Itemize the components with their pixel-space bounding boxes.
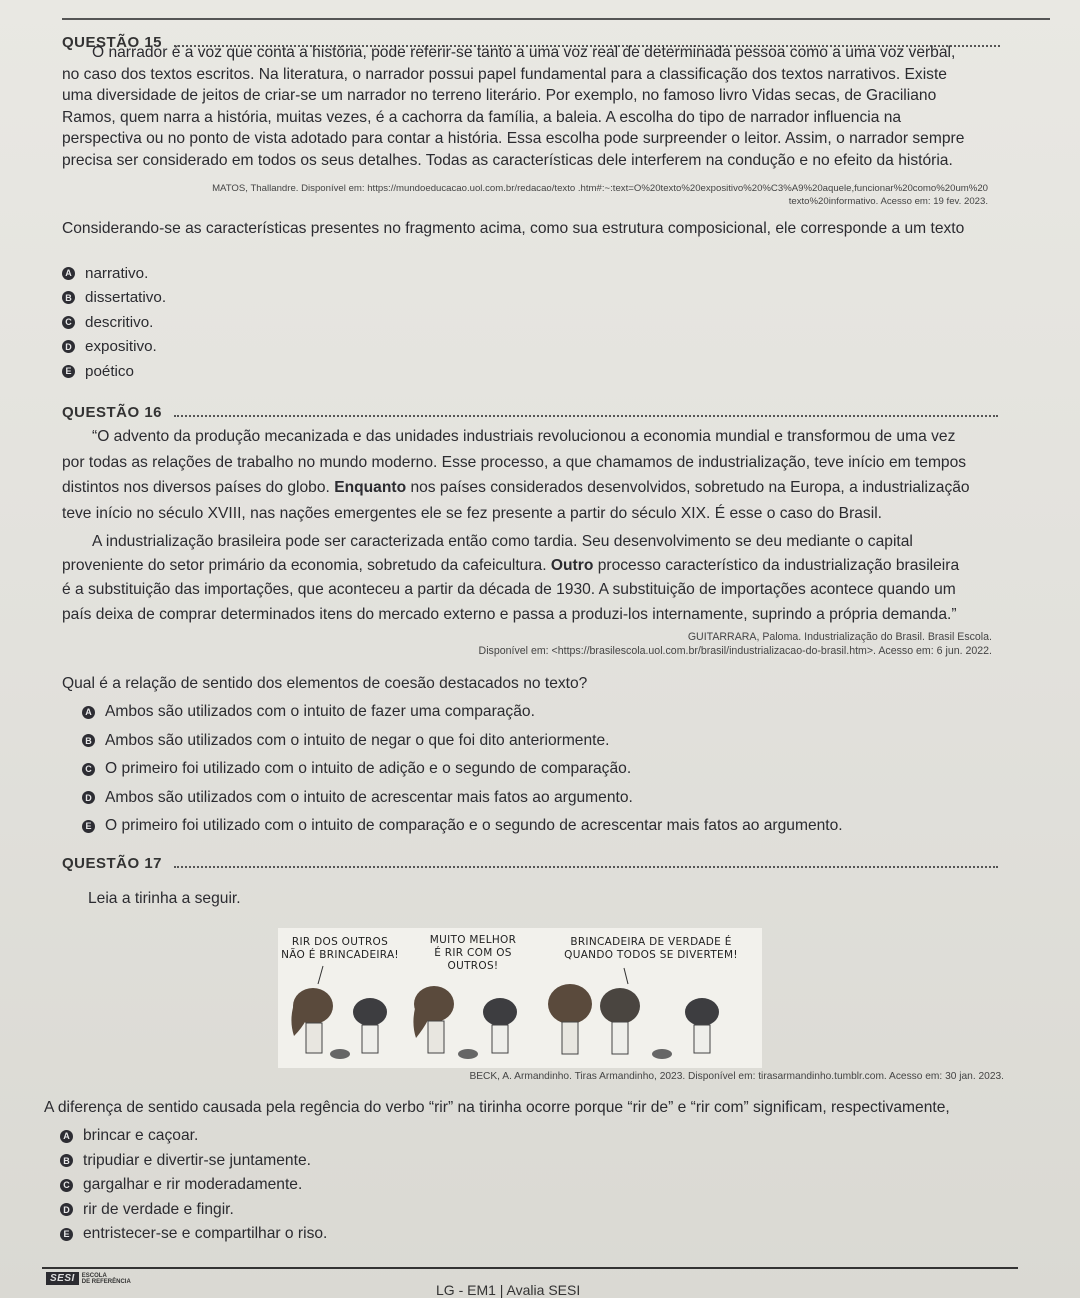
q17-option-a[interactable]: A brincar e caçoar. — [60, 1124, 327, 1149]
q16-option-e[interactable]: E O primeiro foi utilizado com o intuito de comparação e o segundo de acrescentar mais fatos ao argumento. — [82, 812, 843, 841]
comic-panel-1-caption: RIR DOS OUTROS NÃO É BRINCADEIRA! — [281, 936, 399, 961]
q15-option-c[interactable]: C descritivo. — [62, 310, 166, 335]
q15-text: O narrador é a voz que conta a história, pode referir-se tanto a uma voz real de determinada pessoa como a uma voz verbal, no caso dos textos escritos. Na literatura, o narrador possui papel fundamental para a classificação dos textos narrativos. Existe uma diversidade de jeitos de criar-se um narrador no terreno literário. Por exemplo, no famoso livro Vidas secas, de Graciliano Ramos, quem narra a história, muitas vezes, é a cachorra da família, a baleia. A escolha do tipo de narrador influencia na perspectiva ou no ponto de vista adotado para contar a história. Essa escolha pode surpreender o leitor. Assim, o narrador sempre precisa ser considerado em todos os seus detalhes. Todas as características dele interferem na condução e no efeito da história. — [62, 44, 965, 169]
q17-question: A diferença de sentido causada pela regência do verbo “rir” na tirinha ocorre porque “rir de” e “rir com” significam, respectivamente, — [44, 1099, 950, 1116]
q16-paragraph-2: A industrialização brasileira pode ser caracterizada então como tardia. Seu desenvolvimento se deu mediante o capital proveniente do setor primário da economia, sobretudo da cafeicultura. Outro processo característico da industrialização brasileira é a substituição das importações, que aconteceu a partir da década de 1930. A substituição de importações acontece quando um país deixa de comprar determinados itens do mercado externo e passa a produzi-los internamente, suprindo a própria demanda.” — [62, 533, 960, 623]
comic-panel-3-caption: BRINCADEIRA DE VERDADE É QUANDO TODOS SE DIVERTEM! — [564, 936, 738, 961]
footer-label: LG - EM1 | Avalia SESI — [436, 1282, 581, 1298]
q15-option-b[interactable]: B dissertativo. — [62, 286, 166, 311]
q15-options — [62, 261, 166, 384]
q15-option-e[interactable]: E poético — [62, 359, 166, 384]
q15-heading: QUESTÃO 15 — [62, 34, 1000, 51]
q16-options — [82, 698, 843, 841]
comic-panel-1 — [291, 966, 387, 1059]
q16-heading: QUESTÃO 16 — [62, 404, 998, 421]
footer-rule — [42, 1267, 1018, 1269]
q16-question: Qual é a relação de sentido dos elementos de coesão destacados no texto? — [62, 675, 588, 692]
comic-panel-2 — [413, 986, 517, 1059]
q17-intro: Leia a tirinha a seguir. — [88, 890, 241, 907]
comic-drawing — [278, 928, 762, 1068]
q16-citation: GUITARRARA, Paloma. Industrialização do Brasil. Brasil Escola. Disponível em: <https://brasilescola.uol.com.br/brasil/industrializacao-do-brasil.htm>. Acesso em: 6 jun. 2022. — [478, 631, 992, 657]
q15-option-d[interactable]: D expositivo. — [62, 335, 166, 360]
q17-options — [60, 1124, 327, 1247]
q15-option-a[interactable]: A narrativo. — [62, 261, 166, 286]
q17-option-e[interactable]: E entristecer-se e compartilhar o riso. — [60, 1222, 327, 1247]
comic-strip — [278, 928, 762, 1068]
q16-option-a[interactable]: A Ambos são utilizados com o intuito de fazer uma comparação. — [82, 698, 843, 727]
q17-option-b[interactable]: B tripudiar e divertir-se juntamente. — [60, 1149, 327, 1174]
sesi-logo: SESI ESCOLA DE REFERÊNCIA — [46, 1272, 131, 1285]
q17-heading: QUESTÃO 17 — [62, 855, 998, 872]
q16-paragraph-1: “O advento da produção mecanizada e das unidades industriais revolucionou a economia mundial e transformou de uma vez por todas as relações de trabalho no mundo moderno. Esse processo, a que chamamos de industrialização, teve início em tempos distintos nos diversos países do globo. Enquanto nos países considerados desenvolvidos, sobretudo na Europa, a industrialização teve início no século XVIII, nas nações emergentes ele se fez presente a partir do século XIX. É esse o caso do Brasil. — [62, 428, 970, 522]
cohesion-word-1: Enquanto — [334, 479, 407, 497]
q17-option-c[interactable]: C gargalhar e rir moderadamente. — [60, 1173, 327, 1198]
comic-panel-2-caption: MUITO MELHOR É RIR COM OS OUTROS! — [429, 934, 517, 972]
cohesion-word-2: Outro — [550, 557, 594, 575]
q16-option-c[interactable]: C O primeiro foi utilizado com o intuito de adição e o segundo de comparação. — [82, 755, 843, 784]
top-rule — [62, 18, 1050, 20]
q17-option-d[interactable]: D rir de verdade e fingir. — [60, 1198, 327, 1223]
q15-citation: MATOS, Thallandre. Disponível em: https://mundoeducacao.uol.com.br/redacao/texto .htm#:~:text=O%20texto%20expositivo%20%C3%A9%20aquele,funcionar%20como%20um%20 texto%20informativo. Acesso em: 19 fev. 2023. — [212, 183, 988, 207]
q16-option-d[interactable]: D Ambos são utilizados com o intuito de acrescentar mais fatos ao argumento. — [82, 784, 843, 813]
q15-question: Considerando-se as características presentes no fragmento acima, como sua estrutura composicional, ele corresponde a um texto — [62, 220, 965, 237]
q16-option-b[interactable]: B Ambos são utilizados com o intuito de negar o que foi dito anteriormente. — [82, 727, 843, 756]
comic-panel-3 — [548, 968, 719, 1059]
q17-citation: BECK, A. Armandinho. Tiras Armandinho, 2023. Disponível em: tirasarmandinho.tumblr.com. Acesso em: 30 jan. 2023. — [469, 1071, 1004, 1082]
